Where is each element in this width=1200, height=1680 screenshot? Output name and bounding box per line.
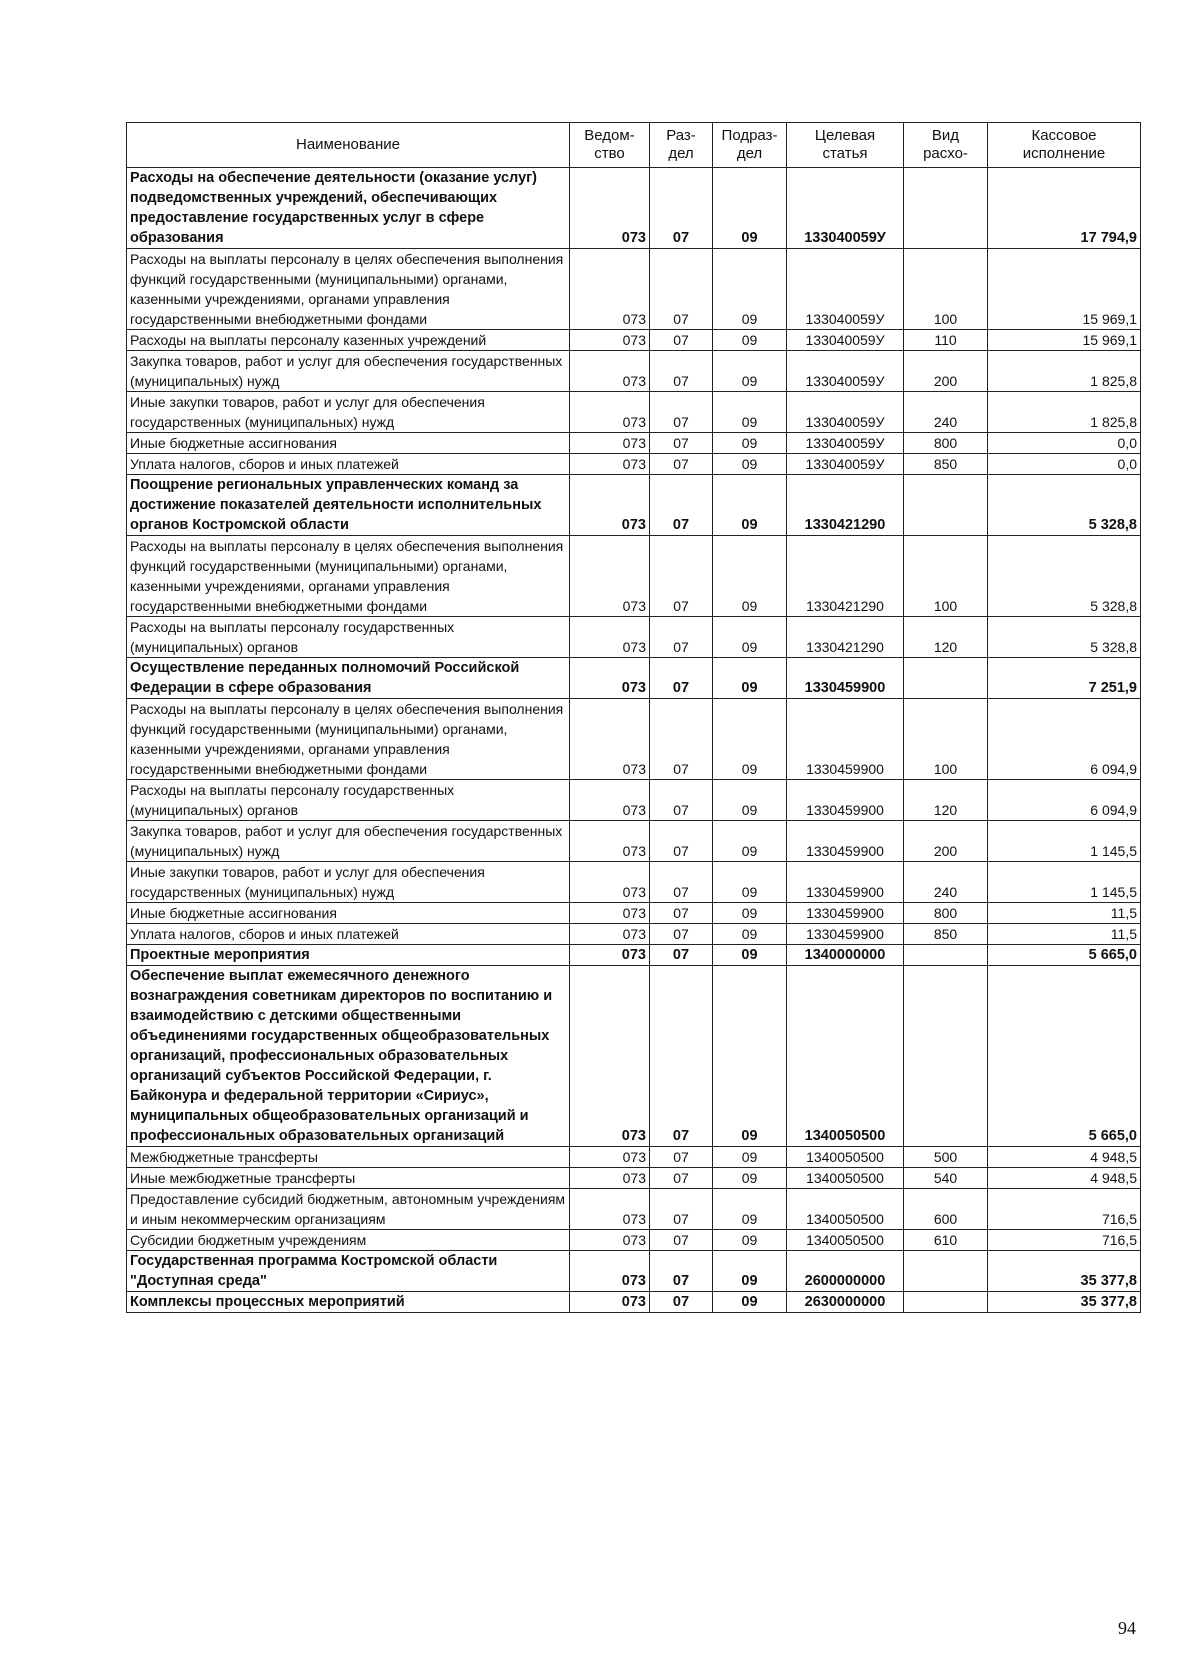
cell-kassovoe: 11,5 <box>988 924 1141 945</box>
cell-ved: 073 <box>570 658 650 699</box>
cell-name: Расходы на обеспечение деятельности (оказание услуг) подведомственных учреждений, обеспечивающих предоставление государственных услуг в сфере образования <box>127 168 570 249</box>
table-row <box>127 475 1141 536</box>
table-row <box>127 1230 1141 1251</box>
table-row <box>127 1292 1141 1313</box>
cell-razdel: 07 <box>650 351 713 392</box>
header-kassovoe: Кассовое исполнение <box>988 123 1141 168</box>
cell-name: Расходы на выплаты персоналу государственных (муниципальных) органов <box>127 780 570 821</box>
cell-vid <box>904 966 988 1147</box>
cell-vid: 540 <box>904 1168 988 1189</box>
cell-ved: 073 <box>570 966 650 1147</box>
cell-name: Уплата налогов, сборов и иных платежей <box>127 924 570 945</box>
cell-celevaya: 1340050500 <box>787 1147 904 1168</box>
cell-celevaya: 133040059У <box>787 351 904 392</box>
cell-podrazdel: 09 <box>713 862 787 903</box>
table-row <box>127 699 1141 780</box>
cell-podrazdel: 09 <box>713 903 787 924</box>
table-row <box>127 945 1141 966</box>
cell-kassovoe: 1 825,8 <box>988 392 1141 433</box>
cell-ved: 073 <box>570 1230 650 1251</box>
cell-razdel: 07 <box>650 475 713 536</box>
cell-name: Комплексы процессных мероприятий <box>127 1292 570 1313</box>
cell-celevaya: 133040059У <box>787 454 904 475</box>
cell-podrazdel: 09 <box>713 168 787 249</box>
cell-vid <box>904 945 988 966</box>
header-razdel: Раз- дел <box>650 123 713 168</box>
cell-kassovoe: 6 094,9 <box>988 699 1141 780</box>
cell-podrazdel: 09 <box>713 821 787 862</box>
table-row <box>127 780 1141 821</box>
cell-ved: 073 <box>570 903 650 924</box>
cell-podrazdel: 09 <box>713 924 787 945</box>
cell-vid: 110 <box>904 330 988 351</box>
cell-ved: 073 <box>570 699 650 780</box>
cell-celevaya: 1340050500 <box>787 966 904 1147</box>
cell-razdel: 07 <box>650 1251 713 1292</box>
cell-vid: 120 <box>904 617 988 658</box>
cell-podrazdel: 09 <box>713 780 787 821</box>
cell-razdel: 07 <box>650 862 713 903</box>
cell-razdel: 07 <box>650 330 713 351</box>
budget-execution-table <box>126 122 1141 1313</box>
cell-vid: 240 <box>904 392 988 433</box>
cell-celevaya: 2600000000 <box>787 1251 904 1292</box>
cell-celevaya: 1330459900 <box>787 699 904 780</box>
cell-razdel: 07 <box>650 536 713 617</box>
cell-vid: 600 <box>904 1189 988 1230</box>
cell-name: Государственная программа Костромской области "Доступная среда" <box>127 1251 570 1292</box>
cell-razdel: 07 <box>650 617 713 658</box>
table-row <box>127 330 1141 351</box>
table-header-row <box>127 123 1141 168</box>
cell-kassovoe: 17 794,9 <box>988 168 1141 249</box>
cell-podrazdel: 09 <box>713 475 787 536</box>
cell-celevaya: 1340050500 <box>787 1168 904 1189</box>
cell-ved: 073 <box>570 1168 650 1189</box>
cell-razdel: 07 <box>650 658 713 699</box>
cell-razdel: 07 <box>650 433 713 454</box>
table-row <box>127 1251 1141 1292</box>
cell-kassovoe: 5 328,8 <box>988 475 1141 536</box>
cell-podrazdel: 09 <box>713 536 787 617</box>
cell-podrazdel: 09 <box>713 454 787 475</box>
cell-podrazdel: 09 <box>713 330 787 351</box>
cell-name: Расходы на выплаты персоналу казенных учреждений <box>127 330 570 351</box>
cell-vid <box>904 475 988 536</box>
header-podrazdel: Подраз- дел <box>713 123 787 168</box>
cell-celevaya: 2630000000 <box>787 1292 904 1313</box>
cell-vid: 610 <box>904 1230 988 1251</box>
cell-celevaya: 1330459900 <box>787 658 904 699</box>
cell-name: Иные закупки товаров, работ и услуг для обеспечения государственных (муниципальных) нужд <box>127 392 570 433</box>
table-row <box>127 1147 1141 1168</box>
cell-kassovoe: 0,0 <box>988 433 1141 454</box>
cell-podrazdel: 09 <box>713 699 787 780</box>
cell-kassovoe: 5 665,0 <box>988 945 1141 966</box>
table-row <box>127 821 1141 862</box>
cell-kassovoe: 35 377,8 <box>988 1292 1141 1313</box>
cell-kassovoe: 716,5 <box>988 1230 1141 1251</box>
cell-vid: 800 <box>904 433 988 454</box>
cell-vid: 100 <box>904 249 988 330</box>
cell-podrazdel: 09 <box>713 945 787 966</box>
cell-name: Иные бюджетные ассигнования <box>127 903 570 924</box>
table-row <box>127 617 1141 658</box>
cell-kassovoe: 4 948,5 <box>988 1168 1141 1189</box>
cell-ved: 073 <box>570 392 650 433</box>
cell-ved: 073 <box>570 351 650 392</box>
cell-razdel: 07 <box>650 903 713 924</box>
cell-podrazdel: 09 <box>713 966 787 1147</box>
cell-podrazdel: 09 <box>713 1147 787 1168</box>
cell-ved: 073 <box>570 924 650 945</box>
cell-vid: 850 <box>904 924 988 945</box>
cell-podrazdel: 09 <box>713 392 787 433</box>
cell-vid: 200 <box>904 351 988 392</box>
cell-celevaya: 1330459900 <box>787 924 904 945</box>
cell-name: Расходы на выплаты персоналу в целях обеспечения выполнения функций государственными (муниципальными) органами, казенными учреждениями, органами управления государственными внебюджетными фондами <box>127 699 570 780</box>
cell-ved: 073 <box>570 249 650 330</box>
cell-podrazdel: 09 <box>713 433 787 454</box>
cell-razdel: 07 <box>650 392 713 433</box>
page-number: 94 <box>1118 1618 1136 1638</box>
cell-celevaya: 1330459900 <box>787 780 904 821</box>
cell-kassovoe: 5 328,8 <box>988 617 1141 658</box>
cell-podrazdel: 09 <box>713 1168 787 1189</box>
cell-vid: 200 <box>904 821 988 862</box>
table-row <box>127 658 1141 699</box>
cell-name: Закупка товаров, работ и услуг для обеспечения государственных (муниципальных) нужд <box>127 821 570 862</box>
cell-ved: 073 <box>570 330 650 351</box>
cell-kassovoe: 716,5 <box>988 1189 1141 1230</box>
cell-name: Осуществление переданных полномочий Российской Федерации в сфере образования <box>127 658 570 699</box>
cell-name: Расходы на выплаты персоналу в целях обеспечения выполнения функций государственными (муниципальными) органами, казенными учреждениями, органами управления государственными внебюджетными фондами <box>127 249 570 330</box>
cell-kassovoe: 0,0 <box>988 454 1141 475</box>
table-row <box>127 536 1141 617</box>
cell-kassovoe: 6 094,9 <box>988 780 1141 821</box>
cell-celevaya: 133040059У <box>787 433 904 454</box>
cell-vid: 500 <box>904 1147 988 1168</box>
header-celevaya: Целевая статья <box>787 123 904 168</box>
cell-celevaya: 1330421290 <box>787 475 904 536</box>
cell-name: Проектные мероприятия <box>127 945 570 966</box>
cell-vid: 850 <box>904 454 988 475</box>
cell-kassovoe: 11,5 <box>988 903 1141 924</box>
cell-podrazdel: 09 <box>713 1230 787 1251</box>
cell-name: Обеспечение выплат ежемесячного денежного вознаграждения советникам директоров по воспитанию и взаимодействию с детскими общественными объединениями государственных общеобразовательных организаций, профессиональных образовательных организаций субъектов Российской Федерации, г. Байконура и федеральной территории «Сириус», муниципальных общеобразовательных организаций и профессиональных образовательных организаций <box>127 966 570 1147</box>
cell-kassovoe: 7 251,9 <box>988 658 1141 699</box>
cell-kassovoe: 5 665,0 <box>988 966 1141 1147</box>
cell-podrazdel: 09 <box>713 351 787 392</box>
table-row <box>127 1189 1141 1230</box>
header-vid: Вид расхо- <box>904 123 988 168</box>
cell-ved: 073 <box>570 536 650 617</box>
header-name: Наименование <box>127 123 570 168</box>
cell-name: Субсидии бюджетным учреждениям <box>127 1230 570 1251</box>
cell-vid <box>904 658 988 699</box>
table-row <box>127 249 1141 330</box>
cell-vid <box>904 168 988 249</box>
cell-celevaya: 1330459900 <box>787 862 904 903</box>
cell-razdel: 07 <box>650 1189 713 1230</box>
cell-name: Расходы на выплаты персоналу в целях обеспечения выполнения функций государственными (муниципальными) органами, казенными учреждениями, органами управления государственными внебюджетными фондами <box>127 536 570 617</box>
cell-name: Межбюджетные трансферты <box>127 1147 570 1168</box>
cell-kassovoe: 1 145,5 <box>988 821 1141 862</box>
cell-vid: 100 <box>904 536 988 617</box>
cell-vid: 100 <box>904 699 988 780</box>
cell-celevaya: 133040059У <box>787 249 904 330</box>
cell-podrazdel: 09 <box>713 1189 787 1230</box>
cell-celevaya: 1340000000 <box>787 945 904 966</box>
cell-ved: 073 <box>570 862 650 903</box>
cell-kassovoe: 1 825,8 <box>988 351 1141 392</box>
table-row <box>127 1168 1141 1189</box>
table-row <box>127 392 1141 433</box>
cell-razdel: 07 <box>650 699 713 780</box>
cell-ved: 073 <box>570 617 650 658</box>
cell-name: Иные закупки товаров, работ и услуг для обеспечения государственных (муниципальных) нужд <box>127 862 570 903</box>
cell-podrazdel: 09 <box>713 658 787 699</box>
cell-celevaya: 133040059У <box>787 330 904 351</box>
cell-celevaya: 133040059У <box>787 392 904 433</box>
cell-podrazdel: 09 <box>713 249 787 330</box>
cell-vid <box>904 1292 988 1313</box>
cell-ved: 073 <box>570 1189 650 1230</box>
budget-table-sheet <box>126 122 1140 1313</box>
cell-celevaya: 1340050500 <box>787 1189 904 1230</box>
cell-razdel: 07 <box>650 780 713 821</box>
cell-kassovoe: 1 145,5 <box>988 862 1141 903</box>
cell-celevaya: 1330459900 <box>787 903 904 924</box>
cell-name: Предоставление субсидий бюджетным, автономным учреждениям и иным некоммерческим организациям <box>127 1189 570 1230</box>
cell-razdel: 07 <box>650 1168 713 1189</box>
cell-ved: 073 <box>570 821 650 862</box>
cell-name: Расходы на выплаты персоналу государственных (муниципальных) органов <box>127 617 570 658</box>
table-body <box>127 168 1141 1313</box>
cell-kassovoe: 15 969,1 <box>988 249 1141 330</box>
cell-razdel: 07 <box>650 1292 713 1313</box>
cell-celevaya: 133040059У <box>787 168 904 249</box>
table-row <box>127 454 1141 475</box>
cell-name: Иные межбюджетные трансферты <box>127 1168 570 1189</box>
cell-ved: 073 <box>570 1292 650 1313</box>
header-ved: Ведом- ство <box>570 123 650 168</box>
cell-kassovoe: 35 377,8 <box>988 1251 1141 1292</box>
cell-razdel: 07 <box>650 249 713 330</box>
cell-celevaya: 1330421290 <box>787 536 904 617</box>
cell-podrazdel: 09 <box>713 1251 787 1292</box>
cell-name: Поощрение региональных управленческих команд за достижение показателей деятельности исполнительных органов Костромской области <box>127 475 570 536</box>
cell-ved: 073 <box>570 780 650 821</box>
cell-razdel: 07 <box>650 966 713 1147</box>
cell-razdel: 07 <box>650 924 713 945</box>
cell-ved: 073 <box>570 168 650 249</box>
cell-razdel: 07 <box>650 945 713 966</box>
table-row <box>127 168 1141 249</box>
table-row <box>127 924 1141 945</box>
cell-name: Иные бюджетные ассигнования <box>127 433 570 454</box>
cell-name: Закупка товаров, работ и услуг для обеспечения государственных (муниципальных) нужд <box>127 351 570 392</box>
cell-podrazdel: 09 <box>713 1292 787 1313</box>
cell-kassovoe: 5 328,8 <box>988 536 1141 617</box>
table-row <box>127 862 1141 903</box>
cell-ved: 073 <box>570 433 650 454</box>
cell-razdel: 07 <box>650 168 713 249</box>
cell-kassovoe: 4 948,5 <box>988 1147 1141 1168</box>
cell-razdel: 07 <box>650 1230 713 1251</box>
cell-ved: 073 <box>570 475 650 536</box>
cell-ved: 073 <box>570 1147 650 1168</box>
cell-ved: 073 <box>570 454 650 475</box>
table-row <box>127 351 1141 392</box>
cell-name: Уплата налогов, сборов и иных платежей <box>127 454 570 475</box>
cell-podrazdel: 09 <box>713 617 787 658</box>
table-row <box>127 433 1141 454</box>
cell-celevaya: 1330459900 <box>787 821 904 862</box>
cell-vid <box>904 1251 988 1292</box>
table-row <box>127 966 1141 1147</box>
cell-razdel: 07 <box>650 1147 713 1168</box>
cell-razdel: 07 <box>650 454 713 475</box>
cell-razdel: 07 <box>650 821 713 862</box>
cell-kassovoe: 15 969,1 <box>988 330 1141 351</box>
cell-vid: 800 <box>904 903 988 924</box>
cell-ved: 073 <box>570 945 650 966</box>
cell-celevaya: 1340050500 <box>787 1230 904 1251</box>
cell-vid: 240 <box>904 862 988 903</box>
cell-celevaya: 1330421290 <box>787 617 904 658</box>
cell-vid: 120 <box>904 780 988 821</box>
table-row <box>127 903 1141 924</box>
cell-ved: 073 <box>570 1251 650 1292</box>
